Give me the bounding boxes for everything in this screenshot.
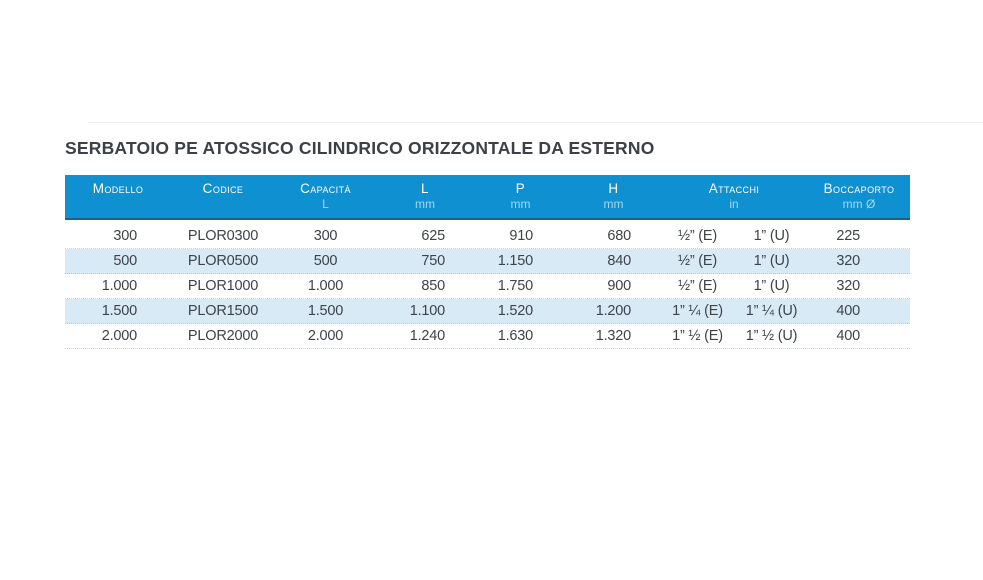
- cell-capacita: 1.000: [307, 278, 344, 294]
- column-header-l: [376, 175, 474, 218]
- column-header-codice: [171, 175, 275, 218]
- cell-capacita: 1.500: [307, 303, 344, 319]
- table-row: [65, 224, 910, 249]
- column-header-label: Attacchi: [708, 181, 760, 196]
- cell-modello: 1.000: [101, 278, 137, 294]
- cell-codice: PLOR1000: [187, 278, 259, 294]
- cell-modello: 2.000: [101, 328, 137, 344]
- cell-capacita: 300: [313, 228, 338, 244]
- column-header-unit: mm: [510, 197, 531, 211]
- column-header-unit: in: [729, 197, 739, 211]
- cell-p: 1.630: [497, 328, 533, 344]
- cell-boccaporto: 320: [836, 278, 860, 294]
- page-divider-line: [88, 122, 983, 123]
- table-body: [65, 224, 910, 349]
- cell-boccaporto: 400: [836, 303, 860, 319]
- cell-p: 1.750: [497, 278, 533, 294]
- table-header-row: [65, 175, 910, 220]
- column-header-label: L: [421, 181, 429, 196]
- table-row: [65, 299, 910, 324]
- cell-p: 1.520: [497, 303, 533, 319]
- cell-codice: PLOR0300: [187, 228, 259, 244]
- column-header-boccaporto: [808, 175, 910, 218]
- cell-modello: 500: [113, 253, 137, 269]
- cell-attacchi-e: ½” (E): [677, 228, 718, 244]
- column-header-label: Codice: [202, 181, 244, 196]
- cell-boccaporto: 400: [836, 328, 860, 344]
- cell-attacchi-e: 1” ½ (E): [672, 328, 723, 344]
- cell-boccaporto: 320: [836, 253, 860, 269]
- column-header-unit: mm: [603, 197, 624, 211]
- column-header-label: Capacità: [300, 181, 351, 196]
- cell-p: 1.150: [497, 253, 533, 269]
- cell-l: 850: [421, 278, 445, 294]
- column-header-h: [567, 175, 660, 218]
- cell-l: 1.240: [409, 328, 445, 344]
- cell-attacchi-u: 1” (U): [753, 228, 790, 244]
- cell-attacchi-e: ½” (E): [677, 278, 718, 294]
- column-header-unit: mm Ø: [842, 197, 876, 211]
- table-row: [65, 324, 910, 349]
- page-title: SERBATOIO PE ATOSSICO CILINDRICO ORIZZONTALE DA ESTERNO: [65, 138, 655, 158]
- cell-modello: 1.500: [101, 303, 137, 319]
- column-header-modello: [65, 175, 171, 218]
- column-header-attacchi: [660, 175, 808, 218]
- cell-l: 1.100: [409, 303, 445, 319]
- cell-attacchi-u: 1” ½ (U): [745, 328, 798, 344]
- product-table: [65, 175, 910, 349]
- cell-attacchi-u: 1” ¼ (U): [745, 303, 798, 319]
- table-row: [65, 274, 910, 299]
- cell-attacchi-e: ½” (E): [677, 253, 718, 269]
- column-header-unit: mm: [415, 197, 435, 211]
- table-row: [65, 249, 910, 274]
- cell-l: 750: [421, 253, 445, 269]
- cell-capacita: 500: [313, 253, 338, 269]
- cell-capacita: 2.000: [307, 328, 344, 344]
- cell-codice: PLOR1500: [187, 303, 259, 319]
- cell-attacchi-u: 1” (U): [753, 278, 790, 294]
- cell-boccaporto: 225: [836, 228, 860, 244]
- cell-modello: 300: [113, 228, 137, 244]
- column-header-label: Boccaporto: [823, 181, 895, 196]
- cell-attacchi-u: 1” (U): [753, 253, 790, 269]
- column-header-label: Modello: [92, 181, 144, 196]
- cell-h: 1.320: [595, 328, 631, 344]
- column-header-unit: L: [322, 197, 329, 211]
- cell-h: 900: [607, 278, 631, 294]
- cell-h: 840: [607, 253, 631, 269]
- cell-codice: PLOR2000: [187, 328, 259, 344]
- cell-attacchi-e: 1” ¼ (E): [672, 303, 723, 319]
- column-header-p: [474, 175, 567, 218]
- cell-h: 680: [607, 228, 631, 244]
- column-header-label: P: [515, 181, 526, 196]
- cell-h: 1.200: [595, 303, 631, 319]
- cell-l: 625: [421, 228, 445, 244]
- column-header-label: H: [608, 181, 619, 196]
- cell-p: 910: [509, 228, 533, 244]
- cell-codice: PLOR0500: [187, 253, 259, 269]
- column-header-capacita: [275, 175, 376, 218]
